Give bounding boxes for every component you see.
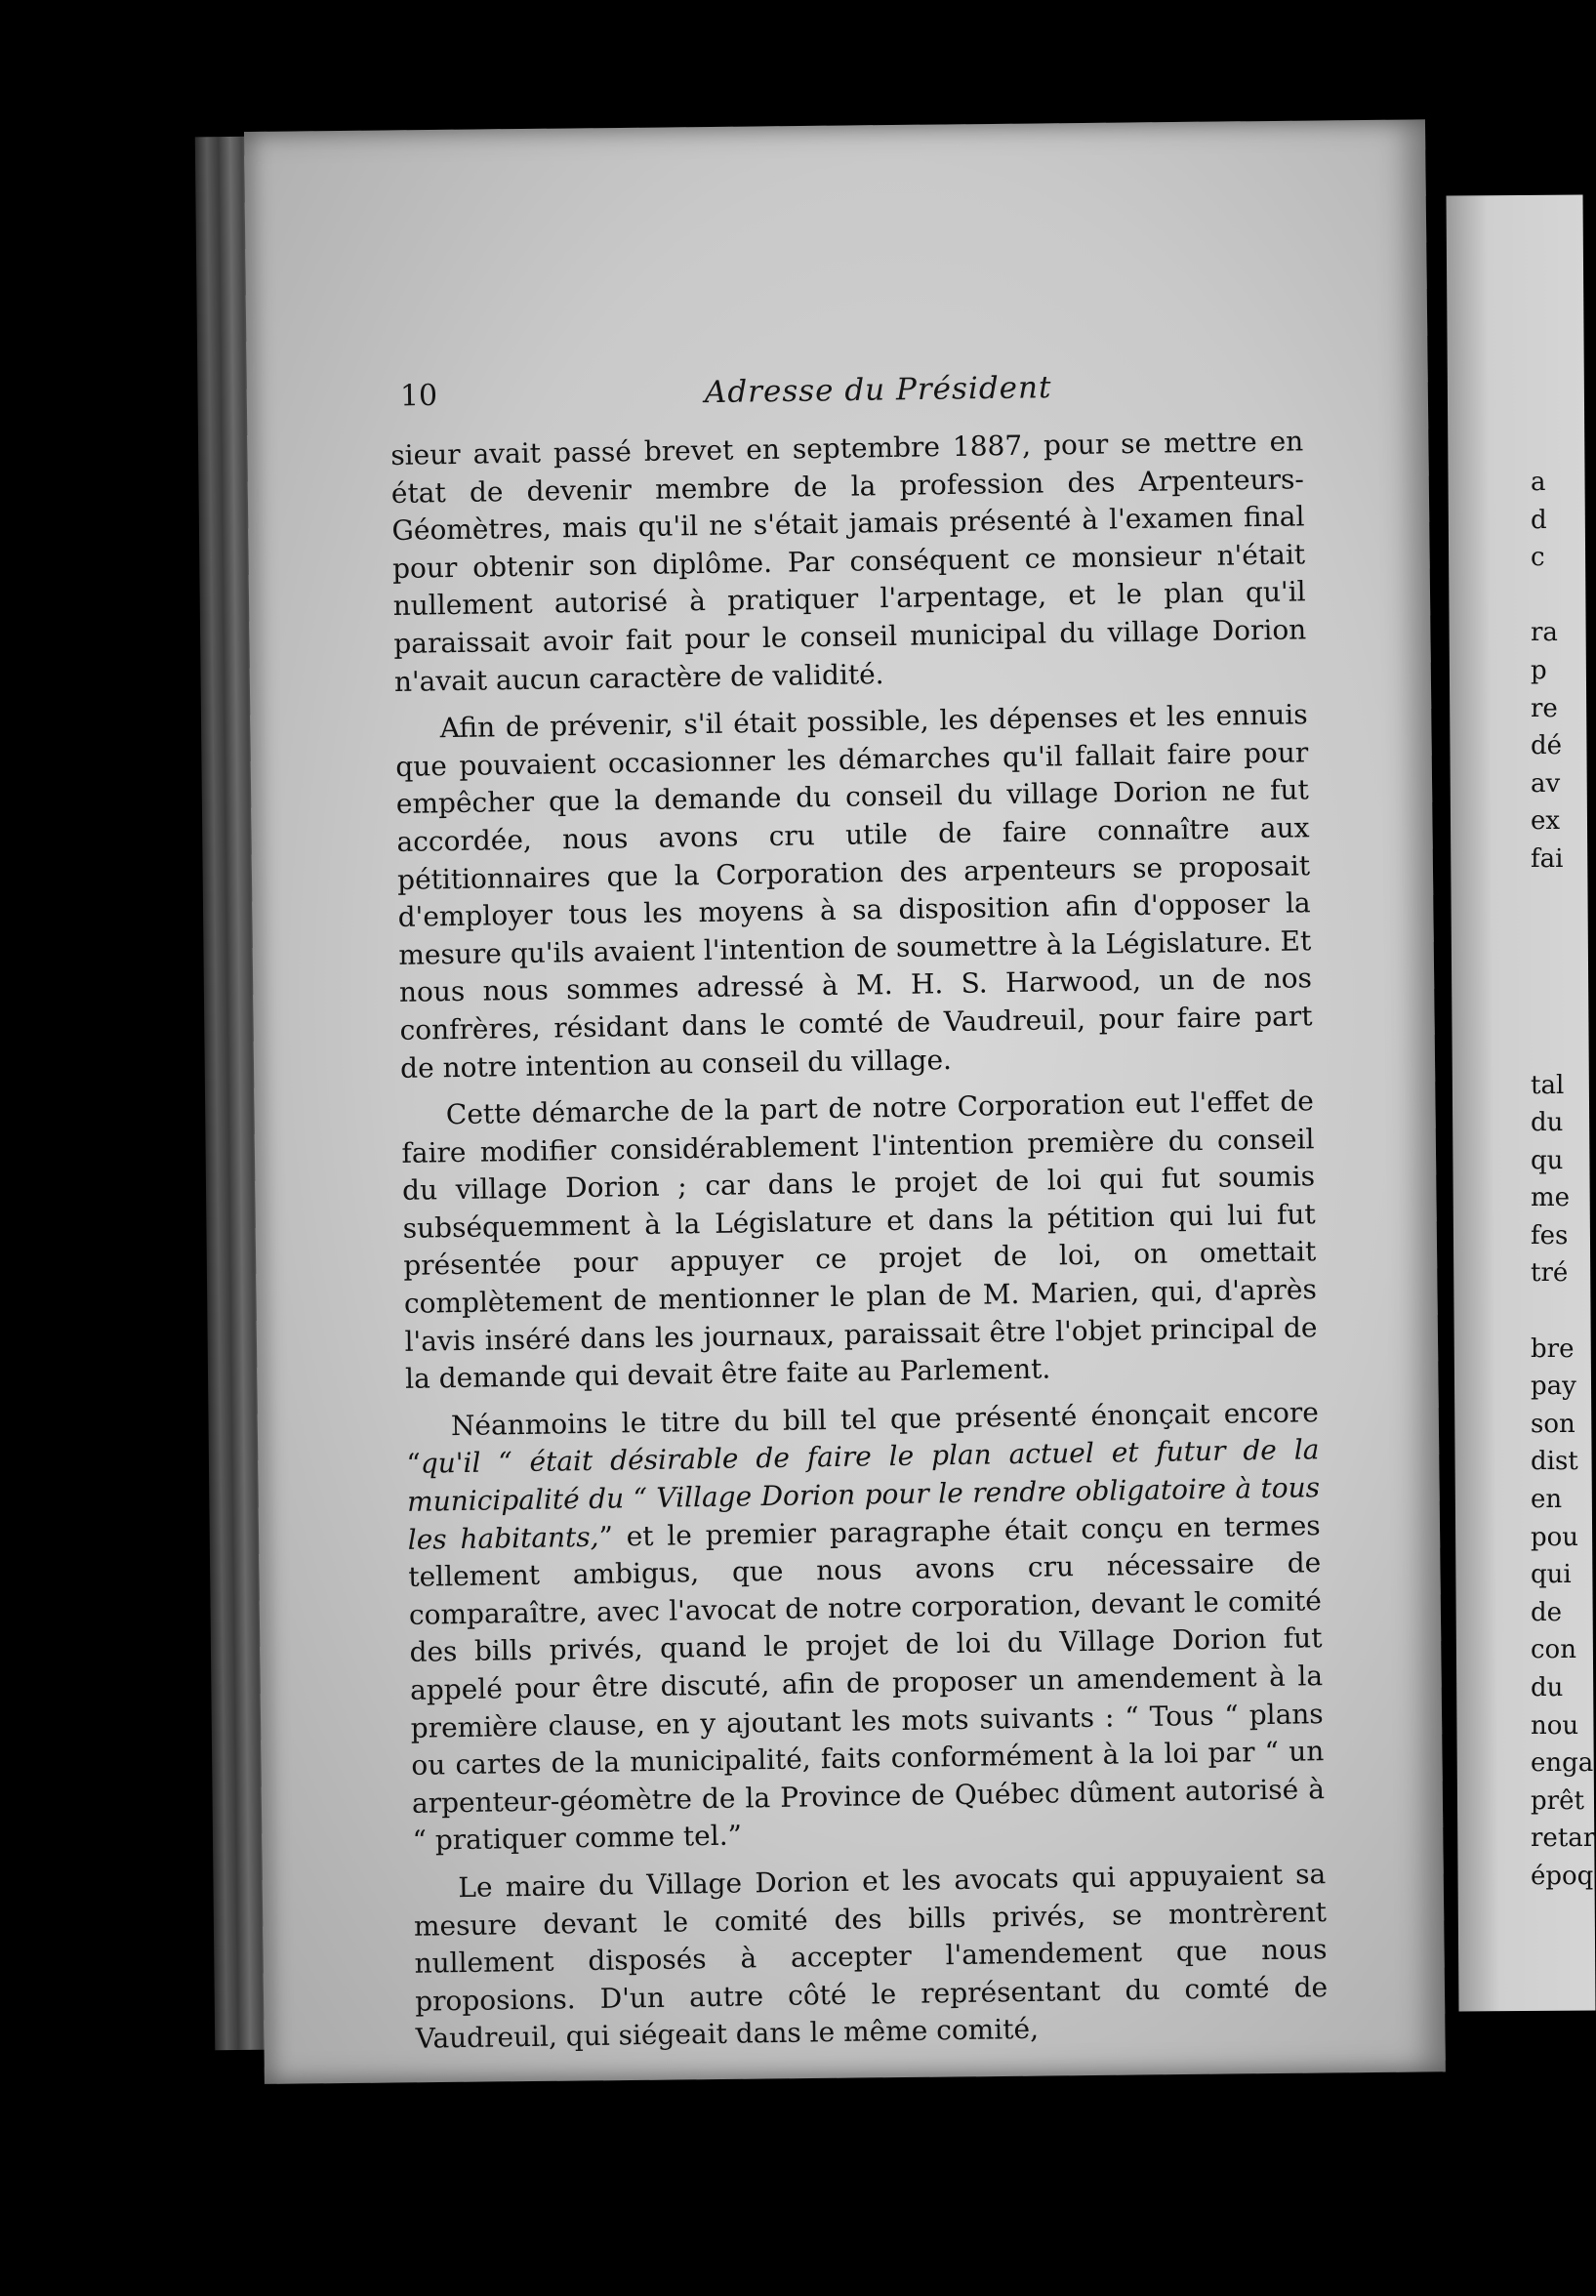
fragment: [1531, 991, 1570, 1029]
fragment: pou: [1531, 1522, 1579, 1552]
paragraph-4: [406, 1394, 1326, 1861]
paragraph-4-start: Néanmoins le titre du bill tel que présenté énonçait encore “: [406, 1396, 1320, 1481]
fragment: [1531, 577, 1570, 615]
fragment: retar: [1531, 1824, 1596, 1854]
fragment: tal: [1531, 1070, 1565, 1100]
fragment: qui: [1531, 1560, 1572, 1590]
fragment: p: [1531, 655, 1547, 685]
fragment: a: [1531, 468, 1546, 497]
fragment: qu: [1531, 1145, 1564, 1175]
right-page-text-fragments: [1531, 464, 1596, 1896]
fragment: d: [1531, 505, 1547, 535]
paragraph-5: Le maire du Village Dorion et les avocats qui appuyaient sa mesure devant le comité des bills privés, se montrèrent nullement disposés à accepter l'amendement que nous proposions. D'un autre côté le représentant du comté de Vaudreuil, qui siégeait dans le même comité,: [413, 1858, 1329, 2056]
fragment: av: [1531, 768, 1561, 799]
fragment: con: [1531, 1635, 1576, 1665]
fragment: fes: [1531, 1220, 1569, 1250]
fragment: [1531, 879, 1570, 917]
fragment: son: [1531, 1409, 1576, 1439]
fragment: époq: [1531, 1861, 1594, 1891]
fragment: me: [1531, 1183, 1571, 1213]
paragraph-4-end: ” et le premier paragraphe était conçu en termes tellement ambigus, que nous avons cru nécessaire de comparaître, avec l'avocat de notre corporation, devant le comité des bills privés, quand le projet de loi du Village Dorion fut appelé pour être discuté, afin de proposer un amendement à la première clause, en y ajoutant les mots suivants : “ Tous “ plans ou cartes de la municipalité, faits conformément à la loi par “ un arpenteur-géomètre de la Province de Québec dûment autorisé à “ pratiquer comme tel.”: [408, 1508, 1326, 1858]
paragraph-4-quote: qu'il “ était désirable de faire le plan actuel et futur de la municipalité du “ Village Dorion pour le rendre obligatoire à tous les habitants,: [406, 1433, 1321, 1556]
page-number: 10: [399, 378, 438, 414]
fragment: enga: [1531, 1748, 1594, 1779]
fragment: ra: [1531, 618, 1558, 648]
fragment: nou: [1531, 1710, 1579, 1741]
paragraph-3: Cette démarche de la part de notre Corporation eut l'effet de faire modifier considérablement l'intention première du conseil du village Dorion ; car dans le projet de loi qui fut soumis subséquemment à la Législature et dans la pétition qui lui fut présentée pour appuyer ce projet de loi, on omettait complètement de mentionner le plan de M. Marien, qui, d'après l'avis inséré dans les journaux, paraissait être l'objet principal de la demande qui devait être faite au Parlement.: [401, 1085, 1318, 1396]
fragment: pay: [1531, 1372, 1576, 1402]
fragment: ex: [1531, 806, 1561, 837]
fragment: c: [1531, 543, 1545, 573]
fragment: fai: [1531, 843, 1564, 874]
paragraph-1: sieur avait passé brevet en septembre 1887, pour se mettre en état de devenir membre de la profession des Arpenteurs-Géomètres, mais qu'il ne s'était jamais présenté à l'examen final pour obtenir son diplôme. Par conséquent ce monsieur n'était nullement autorisé à pratiquer l'arpentage, et le plan qu'il paraissait avoir fait pour le conseil municipal du village Dorion n'avait aucun caractère de validité.: [390, 425, 1307, 698]
fragment: du: [1531, 1673, 1564, 1702]
fragment: tré: [1531, 1258, 1569, 1289]
fragment: [1531, 1029, 1570, 1067]
paragraph-2: Afin de prévenir, s'il était possible, les dépenses et les ennuis que pouvaient occasionner les démarches qu'il fallait faire pour empêcher que la demande du conseil du village Dorion ne fut accordée, nous avons cru utile de faire connaître aux pétitionnaires que la Corporation des arpenteurs se proposait d'employer tous les moyens à sa disposition afin d'opposer la mesure qu'ils avaient l'intention de soumettre à la Législature. Et nous nous sommes adressé à M. H. S. Harwood, un de nos confrères, résidant dans le comté de Vaudreuil, pour faire part de notre intention au conseil du village.: [395, 698, 1313, 1085]
fragment: dist: [1531, 1447, 1578, 1477]
body-text: [390, 423, 1329, 2058]
fragment: du: [1531, 1108, 1564, 1138]
fragment: dé: [1531, 731, 1563, 761]
fragment: en: [1531, 1485, 1563, 1515]
fragment: bre: [1531, 1333, 1575, 1364]
fragment: prêt: [1531, 1785, 1584, 1816]
running-head: Adresse du Président: [704, 370, 1052, 411]
fragment: [1531, 1292, 1570, 1331]
fragment: [1531, 916, 1570, 954]
fragment: re: [1531, 693, 1558, 723]
fragment: [1531, 954, 1570, 992]
fragment: de: [1531, 1597, 1563, 1627]
